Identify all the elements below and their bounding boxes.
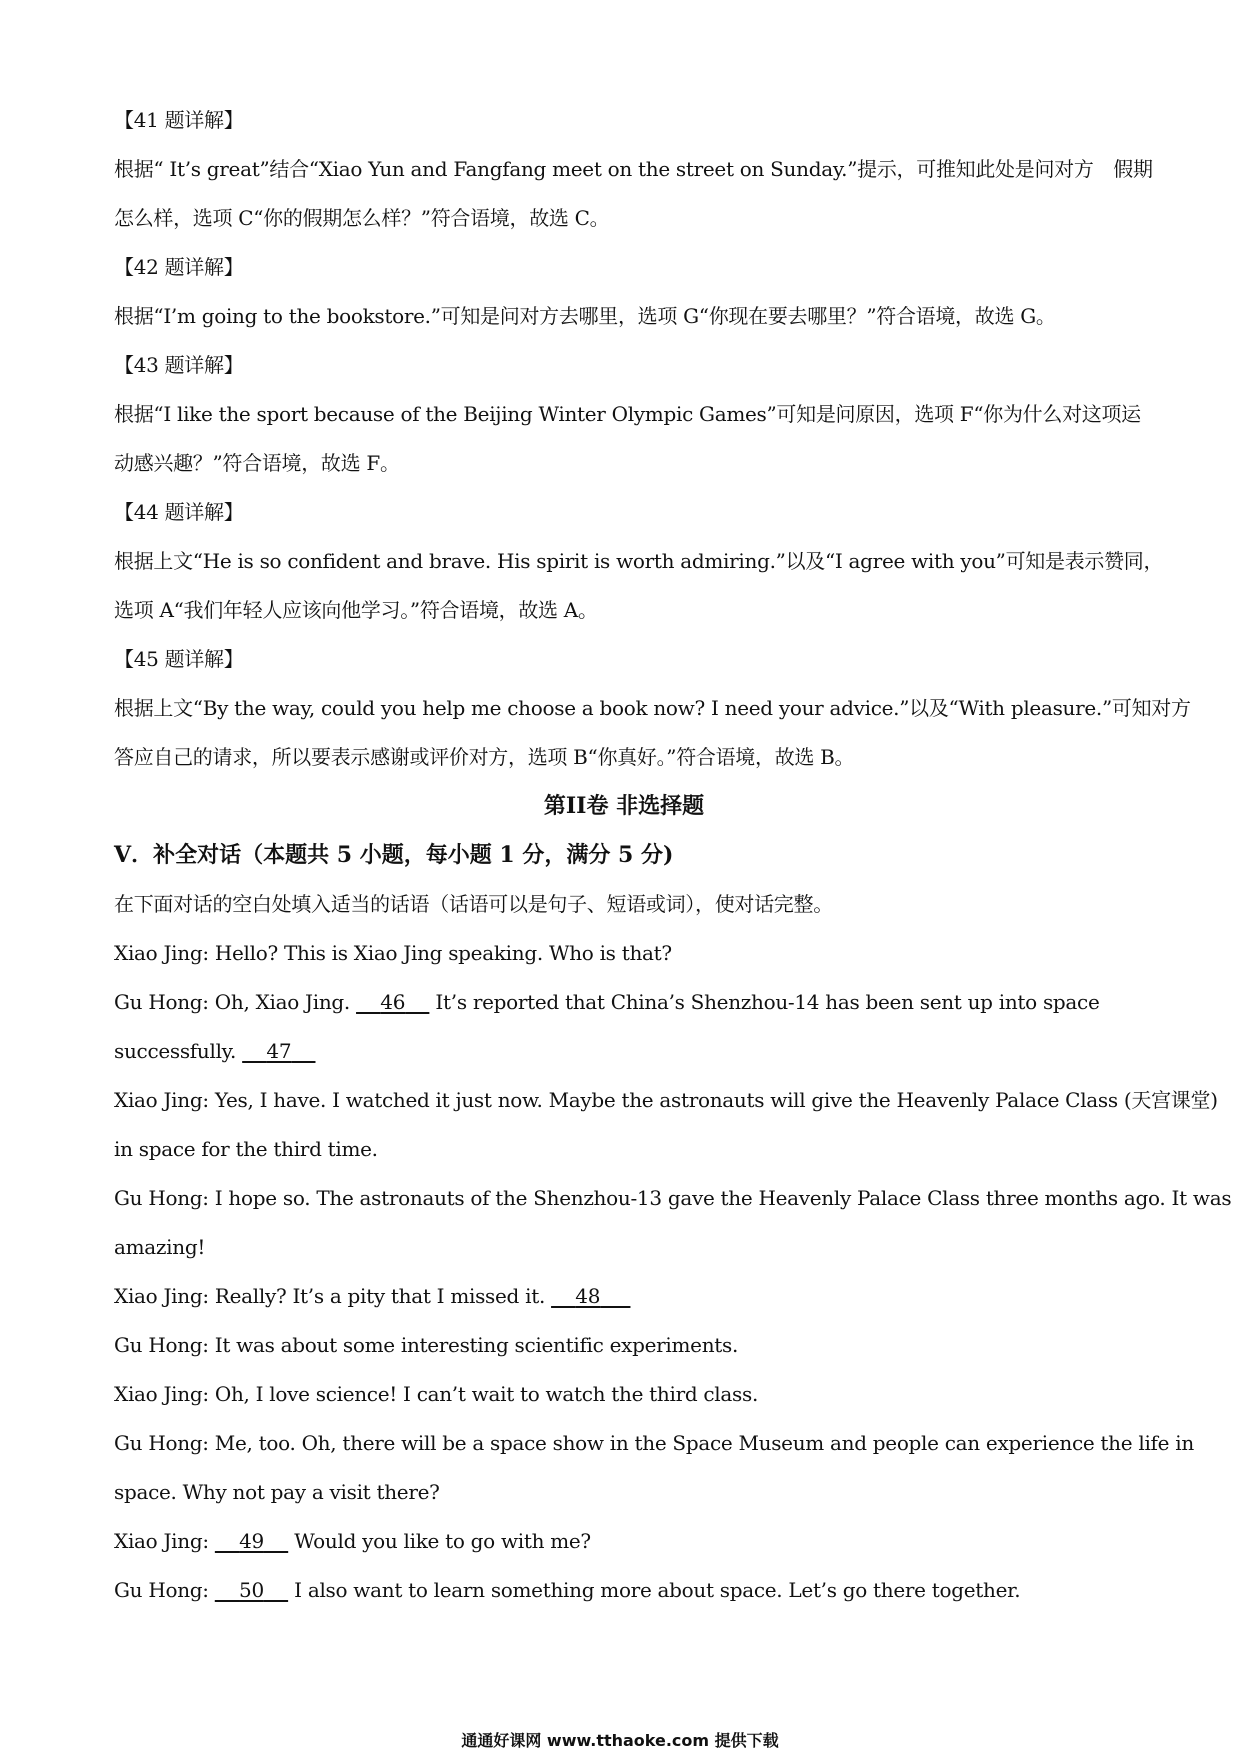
- blank-46: 46: [380, 990, 406, 1014]
- document-page: [114, 96, 1232, 1615]
- dialogue-line-8: Xiao Jing: Really? It’s a pity that I missed it. 48: [114, 1272, 1134, 1321]
- dialogue-line-13: Xiao Jing: 49 Would you like to go with me?: [114, 1517, 1134, 1566]
- blank-47: 47: [266, 1039, 292, 1063]
- dialogue-line-9: Gu Hong: It was about some interesting scientific experiments.: [114, 1333, 739, 1357]
- dialogue-line-1: Xiao Jing: Hello? This is Xiao Jing speaking. Who is that?: [114, 941, 672, 965]
- dialogue-line-14: Gu Hong: 50 I also want to learn something more about space. Let’s go there together.: [114, 1566, 1134, 1615]
- answer-41-line-2: 怎么样，选项 C“你的假期怎么样？”符合语境，故选 C。: [114, 206, 610, 230]
- blank-50: 50: [239, 1578, 264, 1602]
- answer-43-line-2: 动感兴趣？”符合语境，故选 F。: [114, 451, 400, 475]
- answer-heading-44: 【44 题详解】: [114, 500, 244, 524]
- answer-44-line-2: 选项 A“我们年轻人应该向他学习。”符合语境，故选 A。: [114, 598, 598, 622]
- answer-heading-42: 【42 题详解】: [114, 255, 244, 279]
- dialogue-line-7: amazing!: [114, 1235, 206, 1259]
- dialogue-line-6: Gu Hong: I hope so. The astronauts of the Shenzhou-13 gave the Heavenly Palace Class three months ago. It was: [114, 1186, 1232, 1210]
- answer-heading-45: 【45 题详解】: [114, 647, 244, 671]
- answer-41-line-1: 根据“ It’s great”结合“Xiao Yun and Fangfang meet on the street on Sunday.”提示，可推知此处是问对方 假期: [114, 157, 1153, 181]
- blank-49: 49: [239, 1529, 264, 1553]
- answer-45-line-1: 根据上文“By the way, could you help me choose a book now? I need your advice.”以及“With pleasure.”可知对方: [114, 696, 1191, 720]
- dialogue-line-12: space. Why not pay a visit there?: [114, 1480, 440, 1504]
- dialogue-line-10: Xiao Jing: Oh, I love science! I can’t wait to watch the third class.: [114, 1382, 758, 1406]
- answer-42-line-1: 根据“I’m going to the bookstore.”可知是问对方去哪里，选项 G“你现在要去哪里？”符合语境，故选 G。: [114, 304, 1056, 328]
- dialogue-line-11: Gu Hong: Me, too. Oh, there will be a space show in the Space Museum and people can experience the life in: [114, 1431, 1194, 1455]
- answer-43-line-1: 根据“I like the sport because of the Beijing Winter Olympic Games”可知是问原因，选项 F“你为什么对这项运: [114, 402, 1141, 426]
- answer-44-line-1: 根据上文“He is so confident and brave. His spirit is worth admiring.”以及“I agree with you”可知是表示赞同，: [114, 549, 1164, 573]
- dialogue-line-3: successfully. 47: [114, 1027, 1134, 1076]
- answer-45-line-2: 答应自己的请求，所以要表示感谢或评价对方，选项 B“你真好。”符合语境，故选 B。: [114, 745, 855, 769]
- section-title: 第II卷 非选择题: [543, 793, 705, 819]
- part-title: V．补全对话（本题共 5 小题，每小题 1 分，满分 5 分): [114, 842, 674, 868]
- instruction: 在下面对话的空白处填入适当的话语（话语可以是句子、短语或词），使对话完整。: [114, 892, 833, 916]
- page-footer: 通通好课网 www.tthaoke.com 提供下载: [461, 1731, 779, 1750]
- blank-48: 48: [575, 1284, 601, 1308]
- answer-heading-43: 【43 题详解】: [114, 353, 244, 377]
- dialogue-line-4: Xiao Jing: Yes, I have. I watched it just now. Maybe the astronauts will give the Heavenly Palace Class (天宫课堂): [114, 1088, 1218, 1112]
- dialogue-line-5: in space for the third time.: [114, 1137, 378, 1161]
- dialogue-line-2: Gu Hong: Oh, Xiao Jing. 46 It’s reported that China’s Shenzhou-14 has been sent up into space: [114, 978, 1134, 1027]
- answer-heading-41: 【41 题详解】: [114, 108, 244, 132]
